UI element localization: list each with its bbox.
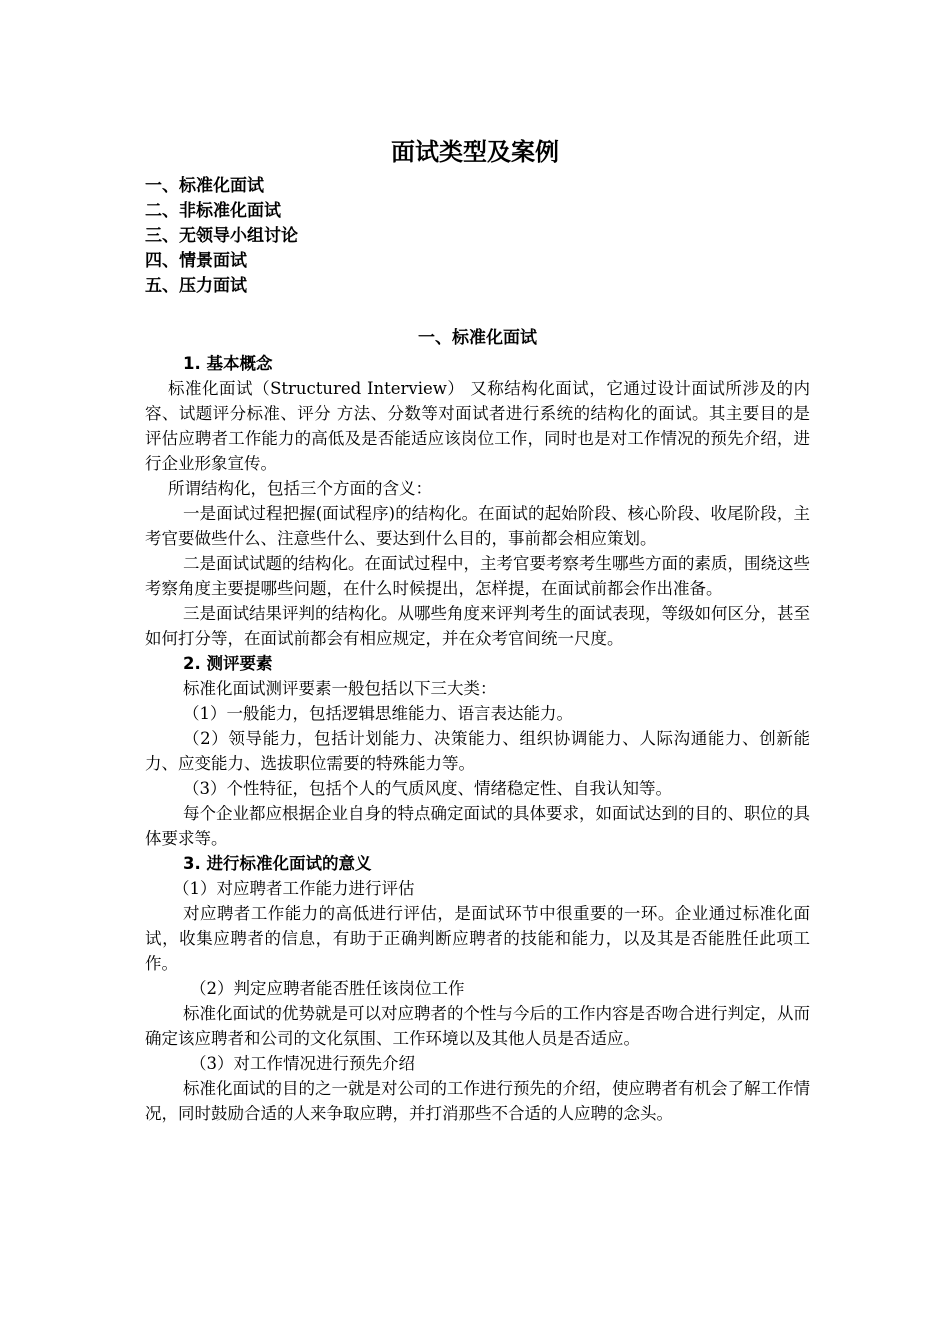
paragraph: 二是面试试题的结构化。在面试过程中，主考官要考察考生哪些方面的素质，围绕这些考察角度主要提哪些问题，在什么时候提出，怎样提，在面试前都会作出准备。	[145, 554, 810, 598]
item-heading: （3）对工作情况进行预先介绍	[190, 1054, 415, 1073]
subsection-heading-significance: 3. 进行标准化面试的意义	[183, 854, 372, 873]
paragraph: 对应聘者工作能力的高低进行评估，是面试环节中很重要的一环。企业通过标准化面试，收集应聘者的信息，有助于正确判断应聘者的技能和能力，以及其是否能胜任此项工作。	[145, 904, 810, 973]
paragraph: 标准化面试测评要素一般包括以下三大类：	[183, 679, 497, 698]
paragraph: 三是面试结果评判的结构化。从哪些角度来评判考生的面试表现，等级如何区分，甚至如何打分等，在面试前都会有相应规定，并在众考官间统一尺度。	[145, 604, 810, 648]
item-heading: （1）对应聘者工作能力进行评估	[173, 879, 415, 898]
section-heading: 一、标准化面试	[418, 328, 537, 348]
list-item: （2）领导能力，包括计划能力、决策能力、组织协调能力、人际沟通能力、创新能力、应变能力、选拔职位需要的特殊能力等。	[145, 729, 810, 773]
paragraph: 标准化面试的优势就是可以对应聘者的个性与今后的工作内容是否吻合进行判定，从而确定该应聘者和公司的文化氛围、工作环境以及其他人员是否适应。	[145, 1004, 810, 1048]
section-standardized-interview	[145, 326, 810, 1126]
item-heading: （2）判定应聘者能否胜任该岗位工作	[190, 979, 465, 998]
paragraph: 每个企业都应根据企业自身的特点确定面试的具体要求，如面试达到的目的、职位的具体要求等。	[145, 804, 810, 848]
toc-item: 三、无领导小组讨论	[145, 226, 298, 246]
table-of-contents	[145, 174, 298, 299]
list-item: （3）个性特征，包括个人的气质风度、情绪稳定性、自我认知等。	[183, 779, 672, 798]
document-title: 面试类型及案例	[391, 138, 559, 166]
paragraph: 一是面试过程把握(面试程序)的结构化。在面试的起始阶段、核心阶段、收尾阶段，主考官要做些什么、注意些什么、要达到什么目的，事前都会相应策划。	[145, 504, 810, 548]
paragraph: 标准化面试的目的之一就是对公司的工作进行预先的介绍，使应聘者有机会了解工作情况，同时鼓励合适的人来争取应聘，并打消那些不合适的人应聘的念头。	[145, 1079, 810, 1123]
subsection-heading-basic-concept: 1. 基本概念	[183, 354, 273, 373]
list-item: （1）一般能力，包括逻辑思维能力、语言表达能力。	[183, 704, 573, 723]
toc-item: 四、情景面试	[145, 251, 247, 271]
toc-item: 五、压力面试	[145, 276, 247, 296]
toc-item: 二、非标准化面试	[145, 201, 281, 221]
paragraph: 所谓结构化，包括三个方面的含义：	[168, 479, 432, 498]
toc-item: 一、标准化面试	[145, 176, 264, 196]
paragraph: 标准化面试（Structured Interview） 又称结构化面试，它通过设计面试所涉及的内容、试题评分标准、评分 方法、分数等对面试者进行系统的结构化的面试。其主要目的是评估应聘者工作能力的高低及是否能适应该岗位工作，同时也是对工作情况的预先介绍，进行企业形象宣传。	[145, 379, 810, 473]
subsection-heading-evaluation-elements: 2. 测评要素	[183, 654, 273, 673]
